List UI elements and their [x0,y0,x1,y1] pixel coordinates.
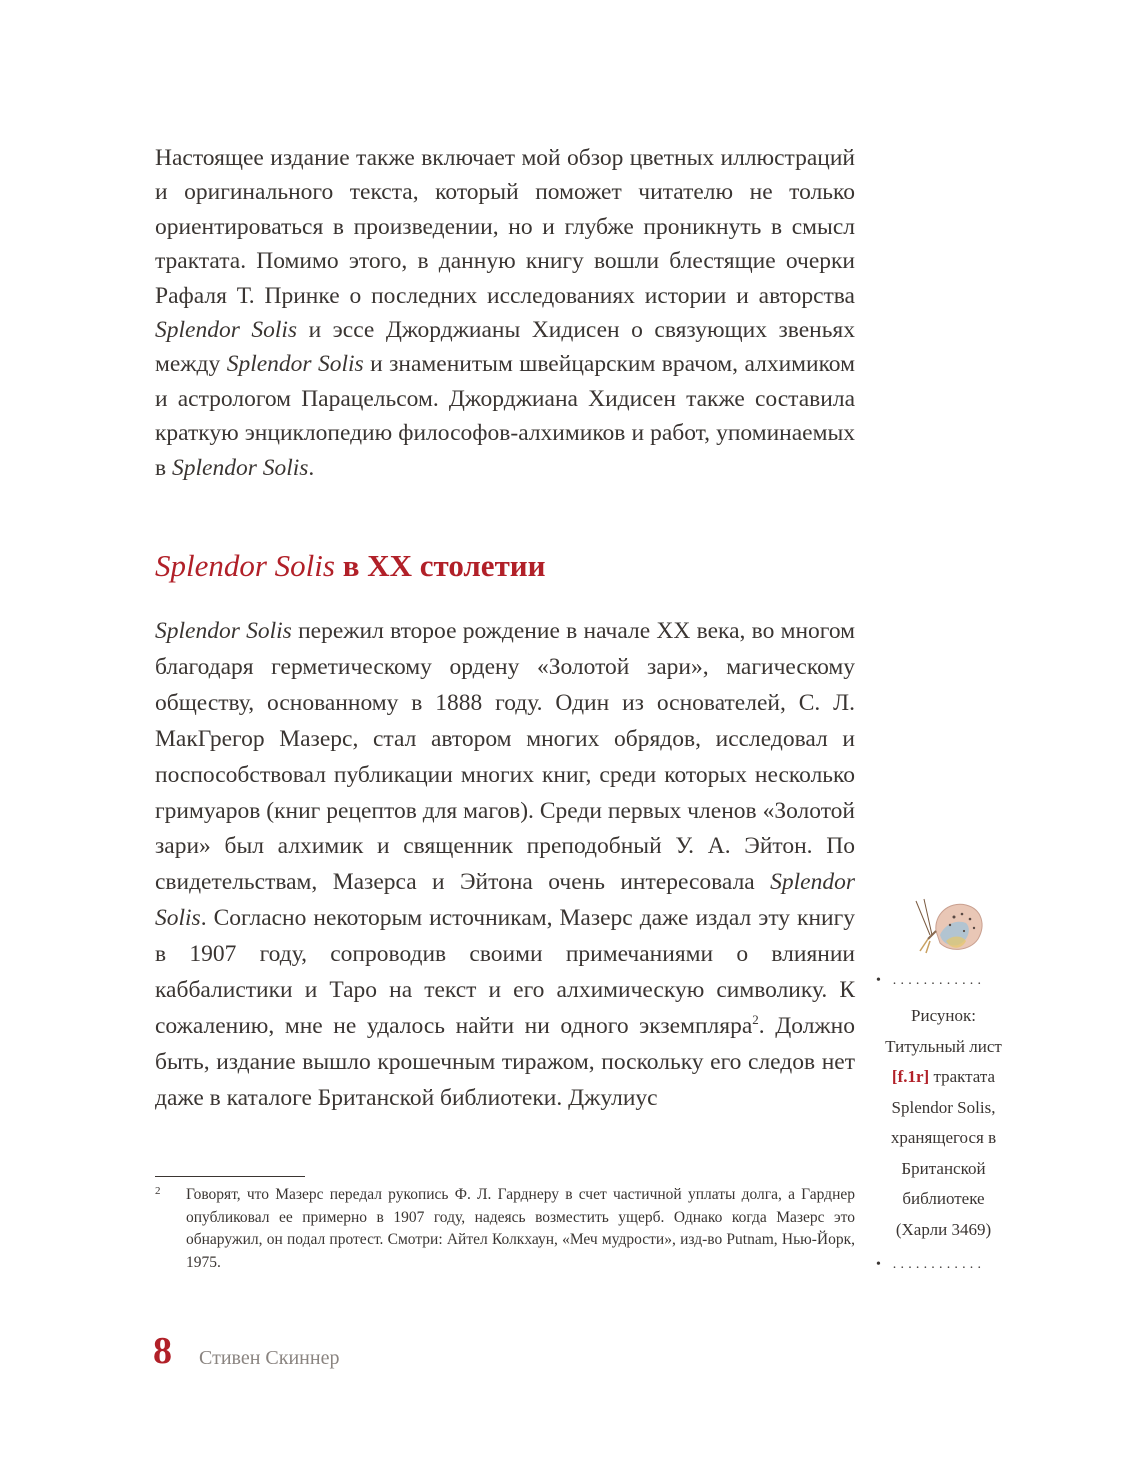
body-section [155,614,855,1117]
body-paragraph: Splendor Solis пережил второе рождение в начале XX века, во многом благодаря герметическому ордену «Золотой зари», магическому обществу, основанному в 1888 году. Один из основателей, С. Л. МакГрегор Мазерс, стал автором многих обрядов, исследовал и поспособствовал публикации многих книг, среди которых несколько гримуаров (книг рецептов для магов). Среди первых членов «Золотой зари» был алхимик и священник преподобный У. А. Эйтон. По свидетельствам, Мазерса и Эйтона очень интересовала Splendor Solis. Согласно некоторым источникам, Мазерс даже издал эту книгу в 1907 году, сопроводив своими примечаниями о влиянии каббалистики и Таро на текст и его алхимическую символику. К сожалению, мне не удалось найти ни одного экземпляра$^2$. Должно быть, издание вышло крошечным тиражом, поскольку его следов нет даже в каталоге Британской библиотеки. Джулиус [155,618,856,1111]
page-number: 8 [153,1330,172,1372]
section-heading: Splendor Solis в XX столетии [155,548,546,583]
intro-section [155,141,855,485]
footnote-number: 2 [155,1185,161,1197]
butterfly-illustration-icon [906,895,988,957]
running-footer-author: Стивен Скиннер [199,1347,340,1369]
footnote [155,1184,855,1274]
footnote-text: Говорят, что Мазерс передал рукопись Ф. Л. Гарднеру в счет частичной уплаты долга, а Гарднер опубликовал ее примерно в 1907 году, надеясь возместить ущерб. Однако когда Мазерс это обнаружил, он подал протест. Смотри: Айтел Колкхаун, «Меч мудрости», изд-во Putnam, Нью-Йорк, 1975. [186,1186,855,1271]
footnote-ref[interactable]: 2 [752,1012,759,1028]
caption-top-divider: • ............ [876,973,986,988]
caption-bottom-divider: • ............ [876,1257,986,1272]
figure-caption: Рисунок: Титульный лист [f.1r] трактата Splendor Solis, хранящегося в Британской библиотеке (Харли 3469) [885,1006,1002,1239]
footnote-divider [155,1176,305,1177]
intro-paragraph: Настоящее издание также включает мой обзор цветных иллюстраций и оригинального текста, который поможет читателю не только ориентироваться в произведении, но и глубже проникнуть в смысл трактата. Помимо этого, в данную книгу вошли блестящие очерки Рафаля Т. Принке о последних исследованиях истории и авторства Splendor Solis и эссе Джорджианы Хидисен о связующих звеньях между Splendor Solis и знаменитым швейцарским врачом, алхимиком и астрологом Парацельсом. Джорджиана Хидисен также составила краткую энциклопедию философов-алхимиков и работ, упоминаемых в Splendor Solis. [155,145,855,481]
folio-reference: [f.1r] [891,1067,930,1086]
